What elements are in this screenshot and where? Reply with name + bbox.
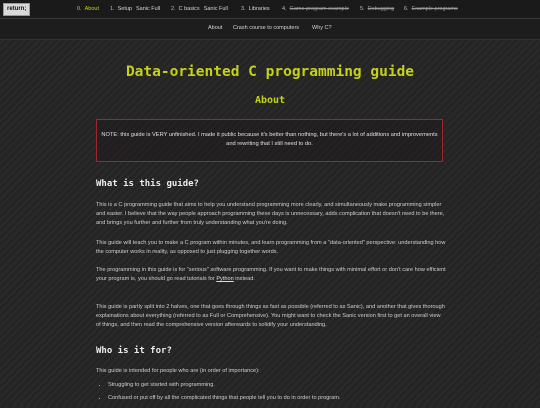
chapter-variant-links[interactable]: Sanic Full (135, 6, 161, 12)
chapter-label: Example programs (411, 6, 458, 12)
chapter-variant-links[interactable]: Sanic Full (203, 6, 228, 12)
nav-chapter-game-program (282, 6, 349, 12)
chapter-number: 2. (171, 6, 176, 12)
unfinished-notice-box (96, 119, 443, 162)
paragraph-audience-intro: This guide is intended for people who are (in order of importance): (96, 368, 260, 374)
subnav-link-about[interactable]: About (208, 25, 223, 31)
audience-list (96, 382, 341, 408)
nav-chapter-libraries[interactable] (241, 6, 270, 12)
paragraph-intro: This is a C programming guide that aims to help you understand programming more clearly, and simultaneously make programming simpler and easier. I believe that the way people approach programming these days is unnecessary, adds complication that doesn't need to be there, and brings you further and further from truly understanding what you're doing. (96, 202, 445, 226)
paragraph-data-oriented: This guide will teach you to make a C program within minutes, and learn programming from a "data-oriented" perspective: understanding how the computer works in reality, as opposed to just plugging together words. (96, 240, 446, 255)
nav-chapter-example-programs (404, 6, 458, 12)
paragraph-text: instead. (233, 276, 255, 282)
top-navigation-bar (0, 0, 540, 19)
subnav-link-crash-course[interactable]: Crash course to computers (233, 25, 300, 31)
chapter-number: 3. (241, 6, 246, 12)
notice-text: NOTE: this guide is VERY unfinished. I made it public because it's better than nothing, but there's a lot of additions and improvements and rewriting that I still need to do. (101, 132, 438, 147)
chapter-number: 4. (282, 6, 287, 12)
chapter-label: Libraries (248, 6, 270, 12)
chapter-number: 0. (77, 6, 82, 12)
chapter-label: C basics (178, 6, 200, 12)
list-item: • Struggling to get started with programming. (108, 382, 341, 388)
paragraph-sanic-vs-full: This guide is partly split into 2 halves, one that goes through things as fast as possible (referred to as Sanic), and another that gives thorough explainations about everything (referred to as Full or Comprehensive). You might want to check the Sanic version first to get an overall view of things, and then read the comprehensive version afterwards to solidify your understanding. (96, 304, 445, 328)
nav-chapter-c-basics[interactable] (171, 6, 228, 12)
nav-chapter-about[interactable] (77, 6, 99, 12)
list-item: • Confused or put off by all the complicated things that people tell you to do in order to program. (108, 395, 341, 401)
subnav-link-why-c[interactable]: Why C? (312, 25, 332, 31)
nav-chapter-setup[interactable] (110, 6, 160, 12)
chapter-number: 1. (110, 6, 115, 12)
section-heading-who-is-it-for: Who is it for? (96, 346, 172, 356)
chapter-label: Setup (117, 6, 132, 12)
paragraph-serious-programming (96, 266, 446, 284)
page-subtitle: About (254, 95, 286, 106)
chapter-label: Game program example (289, 6, 349, 12)
return-button[interactable]: return; (3, 3, 30, 16)
paragraph-text: The programming in this guide is for "serious" software programming. If you want to make things with minimal effort or don't care how efficient your program is, you should go read tutorials for (96, 267, 446, 282)
section-heading-what-is-this: What is this guide? (96, 179, 199, 189)
chapter-label: Debugging (367, 6, 395, 12)
section-navigation-bar (0, 19, 540, 40)
python-link[interactable]: Python (216, 276, 234, 282)
page-title: Data-oriented C programming guide (125, 64, 415, 80)
chapter-label: About (84, 6, 99, 12)
nav-chapter-debugging (360, 6, 394, 12)
chapter-number: 5. (360, 6, 365, 12)
chapter-number: 6. (404, 6, 409, 12)
